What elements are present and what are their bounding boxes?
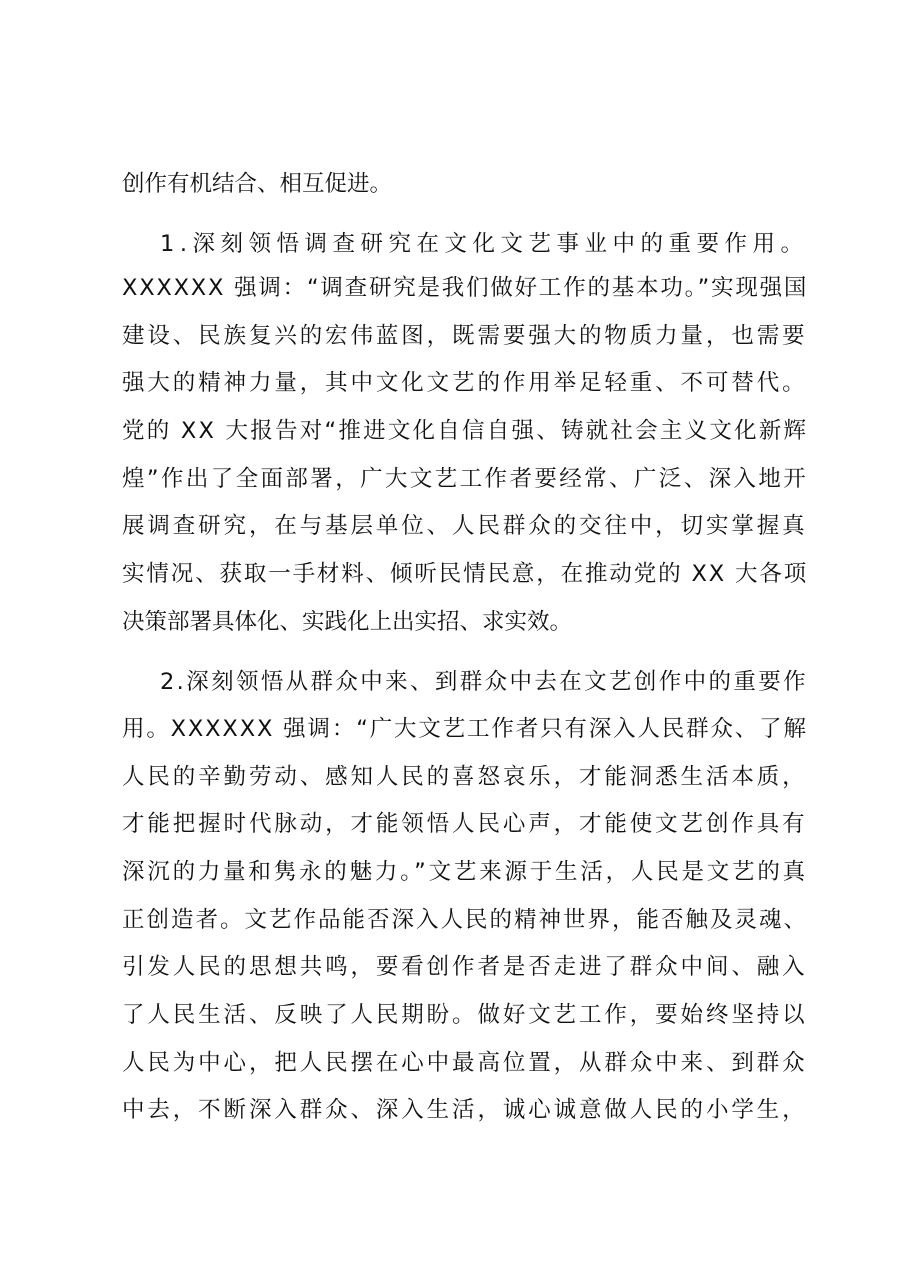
- body-text-line: 人民的辛勤劳动、感知人民的喜怒哀乐，才能洞悉生活本质，: [122, 764, 808, 790]
- body-text-line: 建设、民族复兴的宏伟蓝图，既需要强大的物质力量，也需要: [122, 323, 808, 349]
- body-text-line: 正创造者。文艺作品能否深入人民的精神世界，能否触及灵魂、: [122, 907, 809, 933]
- body-text-line: 中去，不断深入群众、深入生活，诚心诚意做人民的小学生，: [122, 1097, 808, 1123]
- body-text-line: 强大的精神力量，其中文化文艺的作用举足轻重、不可替代。: [122, 370, 808, 396]
- body-text-line: 实情况、获取一手材料、倾听民情民意，在推动党的 XX 大各项: [122, 561, 809, 587]
- body-text-line: 才能把握时代脉动，才能领悟人民心声，才能使文艺创作具有: [122, 811, 808, 837]
- body-text-line: 煌”作出了全面部署，广大文艺工作者要经常、广泛、深入地开: [122, 466, 809, 492]
- body-text-line: 用。XXXXXX 强调：“广大文艺工作者只有深入人民群众、了解: [122, 716, 808, 742]
- body-text-line: 人民为中心，把人民摆在心中最高位置，从群众中来、到群众: [122, 1050, 808, 1076]
- body-text-line: XXXXXX 强调：“调查研究是我们做好工作的基本功。”实现强国: [122, 275, 809, 301]
- body-text-line: 深沉的力量和隽永的魅力。”文艺来源于生活，人民是文艺的真: [122, 859, 808, 885]
- body-text-line: 决策部署具体化、实践化上出实招、求实效。: [122, 609, 573, 635]
- section-heading-1: 1.深刻领悟调查研究在文化文艺事业中的重要作用。: [160, 231, 809, 257]
- section-heading-2: 2.深刻领悟从群众中来、到群众中去在文艺创作中的重要作: [160, 669, 808, 695]
- body-text-line: 引发人民的思想共鸣，要看创作者是否走进了群众中间、融入: [122, 954, 808, 980]
- body-text-line: 党的 XX 大报告对“推进文化自信自强、铸就社会主义文化新辉: [122, 418, 809, 444]
- body-text-line: 创作有机结合、相互促进。: [122, 171, 393, 197]
- body-text-line: 了人民生活、反映了人民期盼。做好文艺工作，要始终坚持以: [122, 1002, 808, 1028]
- body-text-line: 展调查研究，在与基层单位、人民群众的交往中，切实掌握真: [122, 513, 808, 539]
